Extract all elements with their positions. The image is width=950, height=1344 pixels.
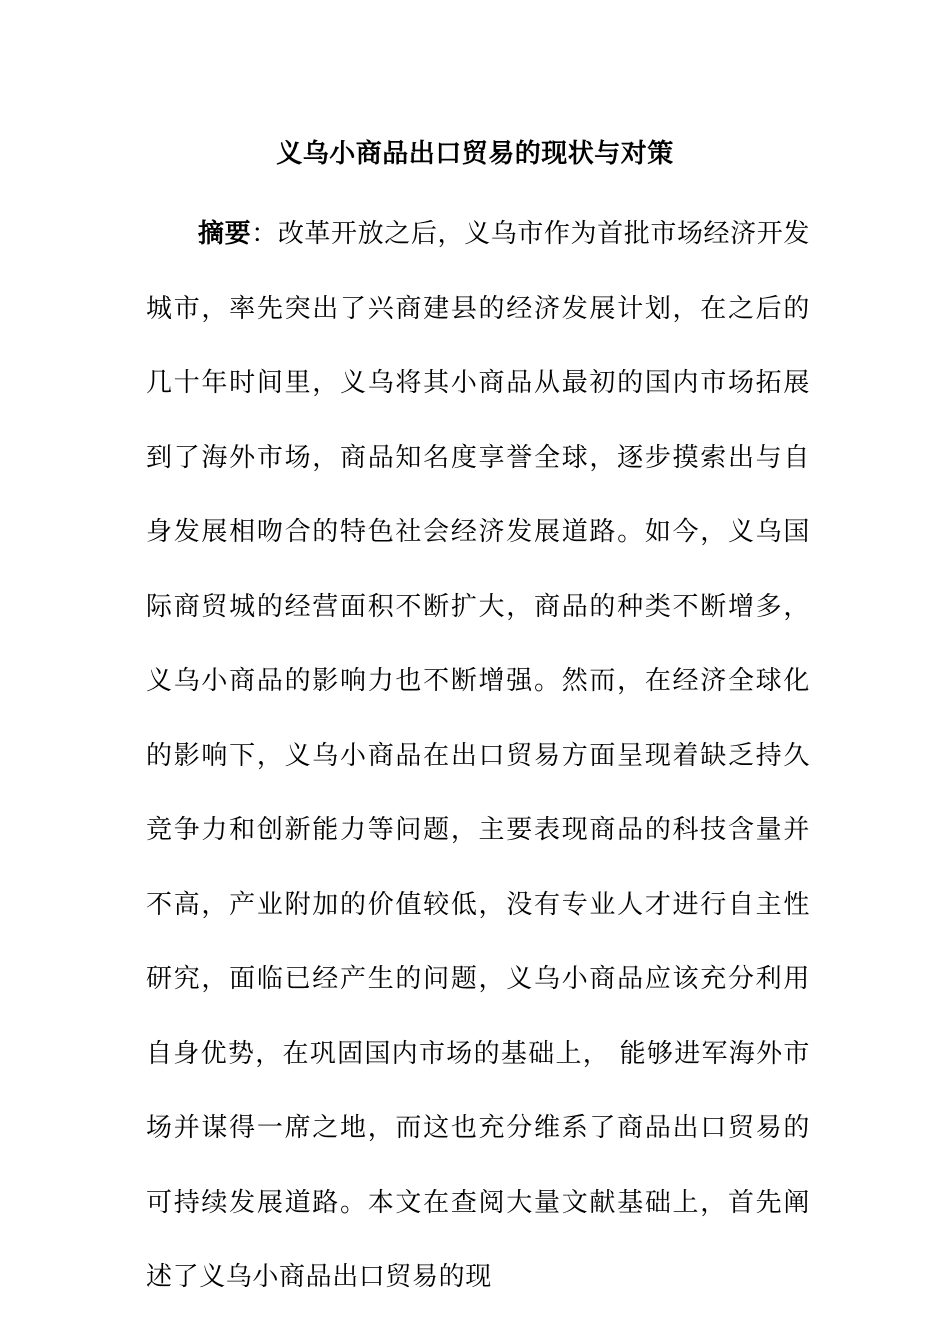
abstract-colon: ： <box>251 219 278 249</box>
abstract-label: 摘要 <box>198 219 252 249</box>
abstract-body: 改革开放之后，义乌市作为首批市场经济开发城市，率先突出了兴商建县的经济发展计划，在之后的几十年时间里，义乌将其小商品从最初的国内市场拓展到了海外市场，商品知名度享誉全球，逐步摸索出与自身发展相吻合的特色社会经济发展道路。如今，义乌国际商贸城的经营面积不断扩大，商品的种类不断增多，义乌小商品的影响力也不断增强。然而，在经济全球化的影响下，义乌小商品在出口贸易方面呈现着缺乏持久竞争力和创新能力等问题，主要表现商品的科技含量并不高，产业附加的价值较低，没有专业人才进行自主性研究，面临已经产生的问题，义乌小商品应该充分利用自身优势，在巩固国内市场的基础上， 能够进军海外市场并谋得一席之地，而这也充分维系了商品出口贸易的可持续发展道路。本文在查阅大量文献基础上，首先阐述了义乌小商品出口贸易的现 <box>146 219 810 1292</box>
abstract-paragraph <box>146 197 810 1315</box>
document-title: 义乌小商品出口贸易的现状与对策 <box>276 139 674 169</box>
